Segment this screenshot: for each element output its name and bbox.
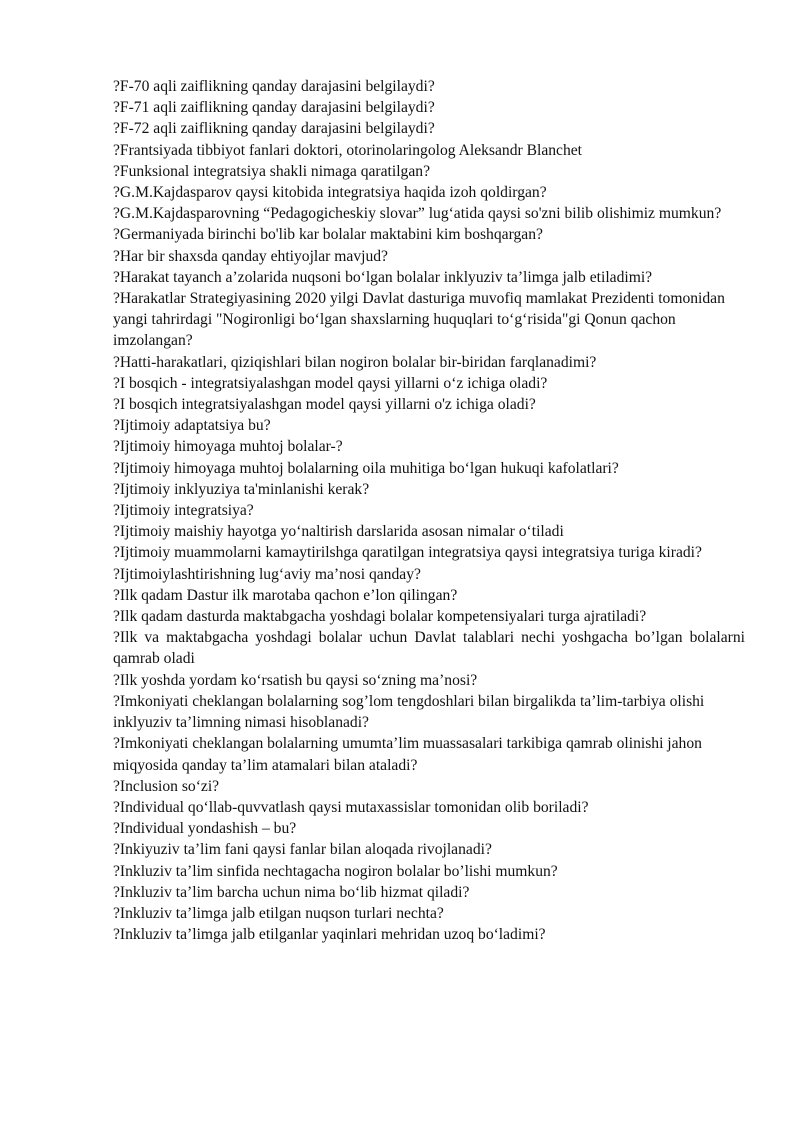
- question-item: ?F-70 aqli zaiflikning qanday darajasini belgilaydi?: [113, 78, 435, 95]
- question-item: ?F-71 aqli zaiflikning qanday darajasini belgilaydi?: [113, 99, 435, 117]
- question-item: ?Inkluziv ta’lim barcha uchun nima bo‘lib hizmat qiladi?: [113, 883, 470, 901]
- question-item: ?G.M.Kajdasparovning “Pedagogicheskiy slovar” lug‘atida qaysi so'zni bilib olishimiz mumkun?: [113, 205, 722, 223]
- question-item: ?Ijtimoiy maishiy hayotga yo‘naltirish darslarida asosan nimalar o‘tiladi: [113, 523, 564, 541]
- question-item: ?Imkoniyati cheklangan bolalarning sog’lom tengdoshlari bilan birgalikda ta’lim-tarbiya olishi inklyuziv ta’limning nimasi hisoblanadi?: [113, 692, 705, 732]
- question-item: ?Imkoniyati cheklangan bolalarning umumta’lim muassasalari tarkibiga qamrab olinishi jahon miqyosida qanday ta’lim atamalari bilan ataladi?: [113, 735, 702, 774]
- question-item: ?Ilk yoshda yordam ko‘rsatish bu qaysi so‘zning ma’nosi?: [113, 671, 478, 689]
- question-item: ?I bosqich integratsiyalashgan model qaysi yillarni o'z ichiga oladi?: [113, 396, 536, 414]
- question-item: ?Ilk qadam dasturda maktabgacha yoshdagi bolalar kompetensiyalari turga ajratiladi?: [113, 608, 647, 626]
- question-list: [113, 76, 745, 945]
- question-item: ?Individual yondashish – bu?: [113, 820, 297, 838]
- question-item: ?Ijtimoiy muammolarni kamaytirilshga qaratilgan integratsiya qaysi integratsiya turiga kiradi?: [113, 544, 702, 562]
- question-item: ?Ijtimoiy adaptatsiya bu?: [113, 417, 271, 435]
- question-item: ?I bosqich - integratsiyalashgan model qaysi yillarni o‘z ichiga oladi?: [113, 374, 548, 392]
- question-item: ?Ilk va maktabgacha yoshdagi bolalar uchun Davlat talablari nechi yoshgacha bo’lgan bolalarni qamrab oladi: [113, 629, 745, 668]
- question-item: ?Inkluziv ta’limga jalb etilganlar yaqinlari mehridan uzoq bo‘ladimi?: [113, 926, 546, 944]
- question-item: ?Hatti-harakatlari, qiziqishlari bilan nogiron bolalar bir-biridan farqlanadimi?: [113, 353, 597, 371]
- question-item: ?Ijtimoiy himoyaga muhtoj bolalarning oila muhitiga bo‘lgan hukuqi kafolatlari?: [113, 459, 619, 477]
- question-item: ?Har bir shaxsda qanday ehtiyojlar mavjud?: [113, 247, 388, 265]
- question-item: ?Ijtimoiylashtirishning lug‘aviy ma’nosi qanday?: [113, 565, 421, 583]
- question-item: ?Ilk qadam Dastur ilk marotaba qachon e’lon qilingan?: [113, 586, 458, 604]
- question-item: ?Ijtimoiy integratsiya?: [113, 502, 254, 520]
- question-item: ?Harakatlar Strategiyasining 2020 yilgi Davlat dasturiga muvofiq mamlakat Prezidenti tomonidan yangi tahrirdagi "Nogironligi bo‘lgan shaxslarning huquqlari to‘g‘risida"gi Qonun qachon imzolangan?: [113, 290, 725, 350]
- question-item: ?Frantsiyada tibbiyot fanlari doktori, otorinolaringolog Aleksandr Blanchet: [113, 141, 583, 159]
- question-item: ?Ijtimoiy himoyaga muhtoj bolalar-?: [113, 438, 343, 456]
- question-item: ?Inkiyuziv ta’lim fani qaysi fanlar bilan aloqada rivojlanadi?: [113, 841, 492, 859]
- question-item: ?F-72 aqli zaiflikning qanday darajasini belgilaydi?: [113, 120, 435, 138]
- question-item: ?Funksional integratsiya shakli nimaga qaratilgan?: [113, 162, 430, 180]
- question-item: ?Inclusion so‘zi?: [113, 777, 220, 795]
- question-item: ?Germaniyada birinchi bo'lib kar bolalar maktabini kim boshqargan?: [113, 226, 543, 244]
- question-item: ?G.M.Kajdasparov qaysi kitobida integratsiya haqida izoh qoldirgan?: [113, 184, 547, 202]
- question-item: ?Inkluziv ta’limga jalb etilgan nuqson turlari nechta?: [113, 904, 444, 922]
- question-item: ?Inkluziv ta’lim sinfida nechtagacha nogiron bolalar bo’lishi mumkun?: [113, 862, 558, 880]
- question-item: ?Harakat tayanch a’zolarida nuqsoni bo‘lgan bolalar inklyuziv ta’limga jalb etiladimi?: [113, 268, 653, 286]
- question-item: ?Individual qo‘llab-quvvatlash qaysi mutaxassislar tomonidan olib boriladi?: [113, 798, 589, 816]
- question-item: ?Ijtimoiy inklyuziya ta'minlanishi kerak?: [113, 480, 370, 498]
